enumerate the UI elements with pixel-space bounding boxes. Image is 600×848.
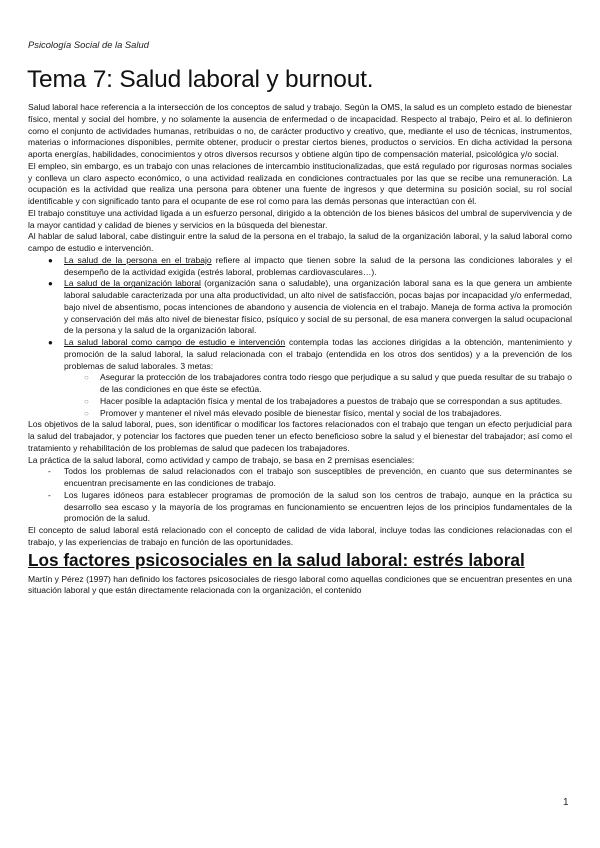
bullet-text: (organización sana o saludable), una organización laboral sana es la que genera un ambiente laboral saludable caracterizada por una alta productividad, un alto nivel de satisfacción, pocas bajas por incapacidad y/o enfermedad, bajo nivel de absentismo, pocas intenciones de abandono y ausencia de violencia en el trabajo. Maneja de forma activa la promoción y conservación del más alto nivel de bienestar físico, psíquico y social de su personal, de esa manera convergen la salud ocupacional de la persona y la salud de la organización laboral. — [64, 278, 572, 336]
goal-text: Hacer posible la adaptación física y mental de los trabajadores a puestos de trabajo que se correspondan a sus aptitudes. — [100, 395, 563, 406]
paragraph-empleo: El empleo, sin embargo, es un trabajo con unas relaciones de intercambio institucionalizadas, que está regulado por rigurosas normas sociales y conlleva un claro aspecto económico, o una actividad realizada en condiciones contractuales por las que se recibe una remuneración. La ocupación es la actividad que realiza una persona para obtener una fuente de ingresos y que determina su posición social, su rol social identificable y con significado tanto para el ocupante de ese rol como para las demás personas que interactúan con él. — [28, 160, 572, 206]
goal-text: Asegurar la protección de los trabajadores contra todo riesgo que perjudique a su salud y que pueda resultar de su trabajo o de las condiciones en que éste se efectúa. — [100, 372, 572, 394]
list-item — [28, 278, 572, 337]
bullet-text: contempla todas las acciones dirigidas a la obtención, mantenimiento y promoción de la salud laboral, la salud relacionada con el trabajo (entendida en los otros dos sentidos) y a la prevención de los problemas de salud laborales. 3 metas: — [64, 337, 572, 371]
bullet-icon: ● — [48, 255, 53, 265]
paragraph-calidad-vida: El concepto de salud laboral está relacionado con el concepto de calidad de vida laboral, incluye todas las condiciones relacionadas con el trabajo, y las experiencias de trabajo en función de las oportunidades. — [28, 525, 572, 547]
paragraph-practica: La práctica de la salud laboral, como actividad y campo de trabajo, se basa en 2 premisas esenciales: — [28, 454, 415, 465]
document-body — [28, 102, 572, 597]
paragraph-factores: Martín y Pérez (1997) han definido los factores psicosociales de riesgo laboral como aquellas condiciones que se encuentran presentes en una situación laboral y que están directamente relacionada con la organización, el contenido — [28, 573, 572, 596]
section-heading: Los factores psicosociales en la salud laboral: estrés laboral — [28, 549, 525, 570]
goals-list — [64, 372, 572, 419]
circle-bullet-icon: ○ — [84, 396, 89, 406]
bullet-icon: ● — [48, 279, 53, 289]
bullet-term: La salud laboral como campo de estudio e intervención — [64, 337, 286, 347]
paragraph-objetivos: Los objetivos de la salud laboral, pues, son identificar o modificar los factores relacionados con el trabajo que tengan un efecto perjudicial para la salud del trabajador, y potenciar los factores que pueden tener un efecto beneficioso sobre la salud y el bienestar del trabajador; así como el tratamiento y rehabilitación de los problemas de salud que padecen los trabajadores. — [28, 419, 572, 453]
goal-text: Promover y mantener el nivel más elevado posible de bienestar físico, mental y social de los trabajadores. — [100, 407, 502, 418]
bullet-text: refiere al impacto que tienen sobre la salud de la persona las condiciones laborales y el desempeño de la actividad exigida (estrés laboral, problemas cardiovasculares…). — [64, 254, 572, 277]
running-header: Psicología Social de la Salud — [28, 39, 149, 50]
page-title: Tema 7: Salud laboral y burnout. — [27, 66, 374, 93]
paragraph-trabajo: El trabajo constituye una actividad ligada a un esfuerzo personal, dirigido a la obtención de los bienes básicos del umbral de supervivencia y de la mayor cantidad y calidad de bienes y servicios en la búsqueda del bienestar. — [28, 207, 572, 230]
premise-text: Los lugares idóneos para establecer programas de promoción de la salud son los centros de trabajo, aunque en la práctica su desarrollo sea escaso y la mayoría de los programas en funcionamiento se encuentren lejos de los principios fundamentales de la promoción de la salud. — [64, 489, 572, 524]
circle-bullet-icon: ○ — [84, 408, 89, 418]
bullet-list-salud — [28, 255, 572, 420]
page-number: 1 — [563, 797, 569, 808]
dash-bullet-icon: - — [48, 489, 51, 500]
list-item — [28, 490, 572, 525]
list-item — [28, 255, 572, 279]
bullet-term: La salud de la organización laboral — [64, 278, 201, 289]
bullet-icon: ● — [48, 338, 53, 347]
list-item — [28, 466, 572, 490]
list-item — [28, 408, 572, 420]
premise-text: Todos los problemas de salud relacionados con el trabajo son susceptibles de prevención, en cuanto que sus determinantes se encuentran precisamente en las condiciones de trabajo. — [64, 466, 572, 488]
bullet-term: La salud de la persona en el trabajo — [64, 254, 212, 265]
list-item — [28, 396, 572, 408]
premises-list — [28, 466, 572, 525]
paragraph-salud-laboral: Salud laboral hace referencia a la intersección de los conceptos de salud y trabajo. Según la OMS, la salud es un completo estado de bienestar físico, mental y social del hombre, y no solamente la ausencia de enfermedad o de incapacidad. Respecto al trabajo, Peiro et al. lo definieron como el conjunto de actividades humanas, retribuidas o no, de carácter productivo y creativo, que, mediante el uso de técnicas, instrumentos, materias o informaciones disponibles, permite obtener, producir o prestar ciertos bienes, productos o servicios. En dicha actividad la persona aporta energías, habilidades, conocimientos y otros diversos recursos y obtiene algún tipo de compensación material, psicológica y/o social. — [28, 102, 573, 159]
dash-bullet-icon: - — [48, 466, 51, 477]
paragraph-distinguir: Al hablar de salud laboral, cabe distinguir entre la salud de la persona en el trabajo, la salud de la organización laboral, y la salud laboral como campo de estudio e intervención. — [28, 231, 572, 253]
circle-bullet-icon: ○ — [84, 373, 89, 383]
list-item — [28, 337, 572, 419]
list-item — [28, 372, 572, 396]
